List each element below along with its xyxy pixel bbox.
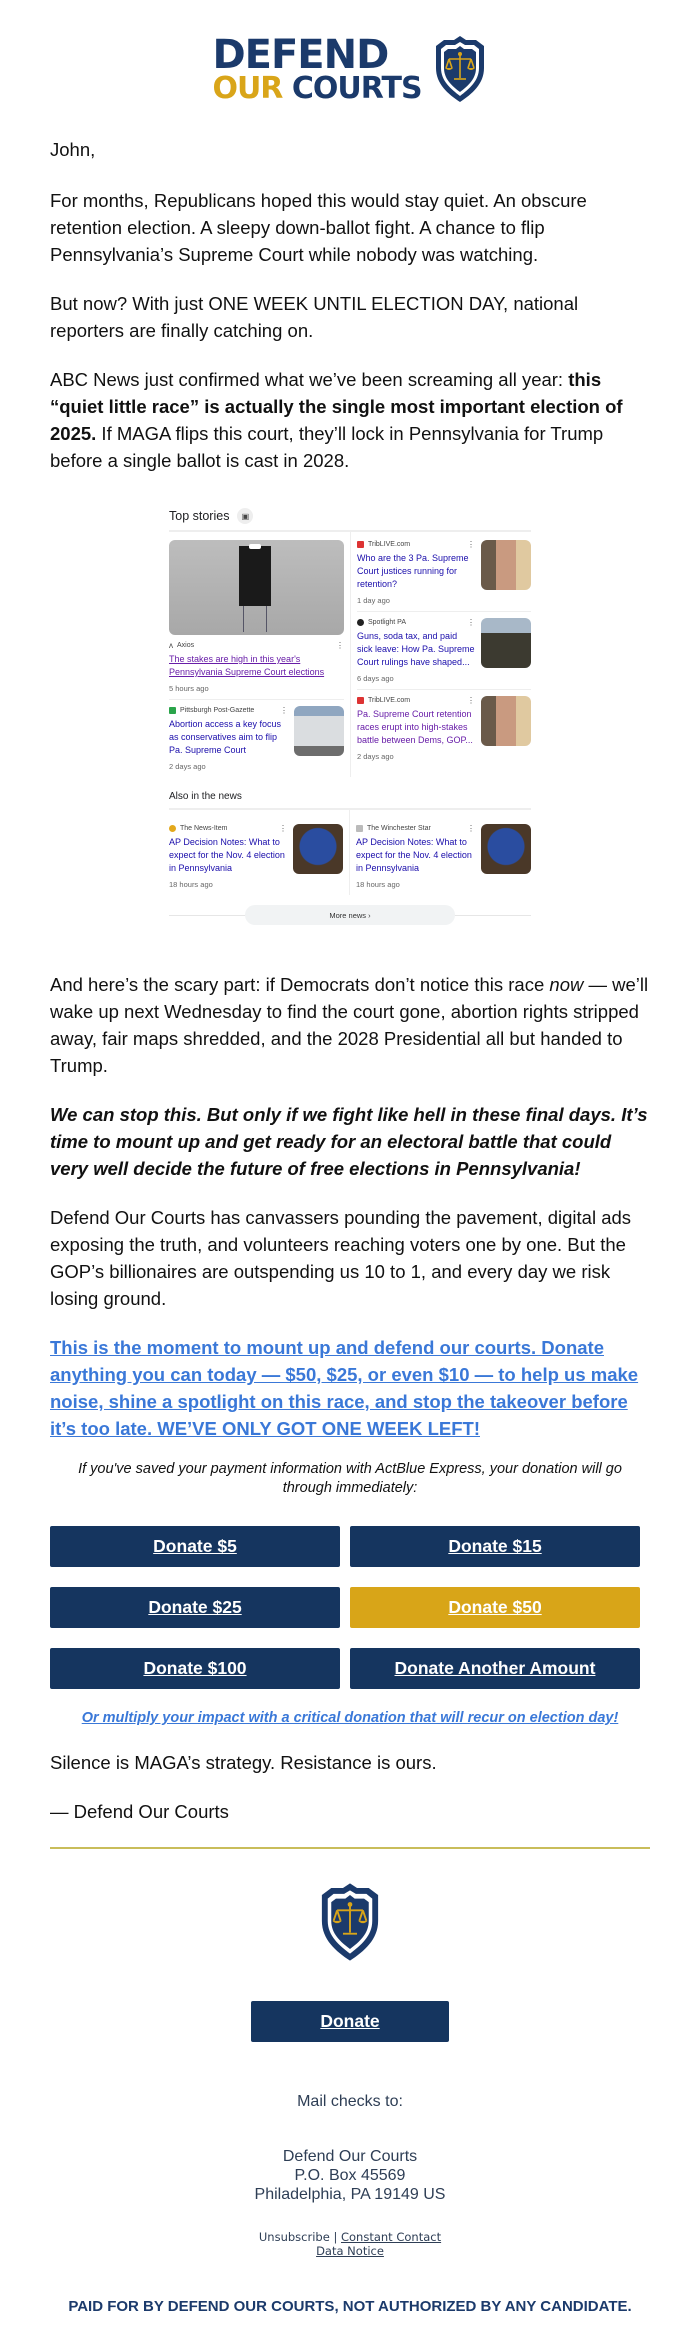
news-age: 2 days ago	[169, 762, 206, 771]
header-logo[interactable]	[0, 0, 700, 120]
news-thumbnail	[481, 824, 531, 874]
news-age: 1 day ago	[357, 596, 390, 605]
more-vert-icon: ⋮	[467, 618, 475, 627]
footer-divider	[50, 1847, 650, 1849]
closing-line: Silence is MAGA’s strategy. Resistance is ours.	[50, 1752, 437, 1773]
address-line: Philadelphia, PA 19149 US	[254, 2186, 446, 2203]
address-line: P.O. Box 45569	[294, 2167, 406, 2184]
news-left-column	[169, 532, 351, 777]
more-vert-icon: ⋮	[336, 641, 344, 650]
more-news-button: More news ›	[245, 905, 455, 925]
signature: — Defend Our Courts	[50, 1801, 229, 1822]
triblive-icon	[357, 541, 364, 548]
voting-booth-image	[169, 540, 344, 635]
paragraph-we-can-stop-this: We can stop this. But only if we fight like hell in these final days. It’s time to mount up and get ready for an electoral battle that could very well decide the future of free elections in Pennsylvania!	[50, 1104, 648, 1179]
donate-5-button[interactable]: Donate $5	[50, 1526, 340, 1567]
mailing-address	[0, 2092, 700, 2204]
news-headline: AP Decision Notes: What to expect for the Nov. 4 election in Pennsylvania	[169, 837, 285, 873]
paragraph-scary-part: And here’s the scary part: if Democrats don’t notice this race now — we’ll wake up next Wednesday to find the court gone, abortion rights stripped away, fair maps shredded, and the 2028 Presidential all but handed to Trump.	[50, 974, 649, 1076]
logo-line-our-courts: OUR COURTS	[212, 70, 422, 106]
also-in-the-news-title: Also in the news	[169, 777, 531, 810]
news-headline: Guns, soda tax, and paid sick leave: How Pa. Supreme Court rulings have shaped...	[357, 631, 475, 667]
footer-links	[0, 2230, 700, 2258]
actblue-express-note: If you've saved your payment information with ActBlue Express, your donation will go through immediately:	[78, 1461, 622, 1496]
donate-buttons	[50, 1526, 650, 1689]
news-age: 2 days ago	[357, 752, 394, 761]
footer-donate-button[interactable]: Donate	[251, 2001, 449, 2042]
triblive-icon	[357, 697, 364, 704]
news-story: TribLIVE.com ⋮ Pa. Supreme Court retention races erupt into high-stakes battle between Dems, GOP... 2 days ago	[357, 690, 531, 767]
news-thumbnail	[481, 540, 531, 590]
news-headline: Who are the 3 Pa. Supreme Court justices running for retention?	[357, 553, 469, 589]
mail-checks-label: Mail checks to:	[297, 2093, 403, 2110]
news-headline: The stakes are high in this year's Pennsylvania Supreme Court elections	[169, 654, 325, 677]
news-headline: AP Decision Notes: What to expect for the Nov. 4 election in Pennsylvania	[356, 837, 472, 873]
news-story: Spotlight PA ⋮ Guns, soda tax, and paid sick leave: How Pa. Supreme Court rulings have shaped... 6 days ago	[357, 612, 531, 690]
axios-icon: ᴧ	[169, 641, 173, 650]
shield-scales-icon	[432, 34, 488, 104]
more-vert-icon: ⋮	[467, 696, 475, 705]
news-age: 6 days ago	[357, 674, 394, 683]
more-vert-icon: ⋮	[279, 824, 287, 833]
logo-wordmark	[212, 31, 422, 106]
paragraph-abc-news: ABC News just confirmed what we’ve been screaming all year: this “quiet little race” is actually the single most important election of 2025. If MAGA flips this court, they’ll lock in Pennsylvania for Trump before a single ballot is cast in 2028.	[50, 369, 623, 471]
top-stories-header	[169, 496, 531, 532]
news-story: The Winchester Star ⋮ AP Decision Notes: What to expect for the Nov. 4 election in Pennsylvania 18 hours ago	[356, 818, 531, 895]
shield-scales-icon	[317, 1881, 383, 1963]
stack-icon: ▣	[237, 508, 253, 524]
news-story: ᴧ Axios ⋮ The stakes are high in this year's Pennsylvania Supreme Court elections 5 hours ago	[169, 635, 344, 700]
news-thumbnail	[481, 618, 531, 668]
footer-logo[interactable]	[0, 1881, 700, 1963]
donate-100-button[interactable]: Donate $100	[50, 1648, 340, 1689]
news-screenshot	[169, 496, 531, 931]
more-vert-icon: ⋮	[280, 706, 288, 715]
more-vert-icon: ⋮	[467, 540, 475, 549]
news-thumbnail	[294, 706, 344, 756]
news-story: The News-Item ⋮ AP Decision Notes: What to expect for the Nov. 4 election in Pennsylvania 18 hours ago	[169, 818, 343, 895]
more-news-bar	[169, 901, 531, 931]
news-story: TribLIVE.com ⋮ Who are the 3 Pa. Supreme Court justices running for retention? 1 day ago	[357, 540, 531, 612]
top-stories-title: Top stories	[169, 509, 230, 523]
spotlight-pa-icon	[357, 619, 364, 626]
constant-contact-link[interactable]: Constant Contact	[340, 2230, 442, 2244]
donate-another-amount-button[interactable]: Donate Another Amount	[350, 1648, 640, 1689]
donate-50-button[interactable]: Donate $50	[350, 1587, 640, 1628]
news-right-column	[351, 532, 531, 777]
donate-cta-link[interactable]: This is the moment to mount up and defend our courts. Donate anything you can today — $50, $25, or even $10 — to help us make noise, shine a spotlight on this race, and stop the takeover before it’s too late. WE’VE ONLY GOT ONE WEEK LEFT!	[50, 1337, 639, 1439]
recurring-donation-link[interactable]: Or multiply your impact with a critical donation that will recur on election day!	[81, 1710, 619, 1726]
news-age: 5 hours ago	[169, 684, 209, 693]
donate-25-button[interactable]: Donate $25	[50, 1587, 340, 1628]
post-gazette-icon	[169, 707, 176, 714]
paragraph-one-week: But now? With just ONE WEEK UNTIL ELECTION DAY, national reporters are finally catching on.	[50, 293, 579, 341]
unsubscribe-link[interactable]: Unsubscribe	[258, 2230, 330, 2244]
paragraph-intro: For months, Republicans hoped this would stay quiet. An obscure retention election. A sleepy down-ballot fight. A chance to flip Pennsylvania’s Supreme Court while nobody was watching.	[50, 190, 587, 265]
winchester-star-icon	[356, 825, 363, 832]
paragraph-canvassers: Defend Our Courts has canvassers pounding the pavement, digital ads exposing the truth, and volunteers reaching voters one by one. But the GOP’s billionaires are outspending us 10 to 1, and every day we risk losing ground.	[50, 1207, 632, 1309]
news-thumbnail	[293, 824, 343, 874]
news-age: 18 hours ago	[356, 880, 400, 889]
address-line: Defend Our Courts	[282, 2148, 418, 2165]
news-headline: Abortion access a key focus as conservatives aim to flip Pa. Supreme Court	[169, 719, 282, 755]
news-item-icon	[169, 825, 176, 832]
news-story: Pittsburgh Post-Gazette ⋮ Abortion access a key focus as conservatives aim to flip Pa. Supreme Court 2 days ago	[169, 700, 344, 777]
link-separator: |	[329, 2230, 341, 2244]
logo-line-defend: DEFEND	[212, 31, 389, 78]
news-thumbnail	[481, 696, 531, 746]
greeting: John,	[50, 139, 96, 160]
paid-for-disclaimer: PAID FOR BY DEFEND OUR COURTS, NOT AUTHORIZED BY ANY CANDIDATE.	[68, 2298, 632, 2315]
more-vert-icon: ⋮	[467, 824, 475, 833]
news-age: 18 hours ago	[169, 880, 213, 889]
data-notice-link[interactable]: Data Notice	[316, 2244, 384, 2258]
donate-15-button[interactable]: Donate $15	[350, 1526, 640, 1567]
news-headline: Pa. Supreme Court retention races erupt into high-stakes battle between Dems, GOP...	[357, 709, 473, 745]
